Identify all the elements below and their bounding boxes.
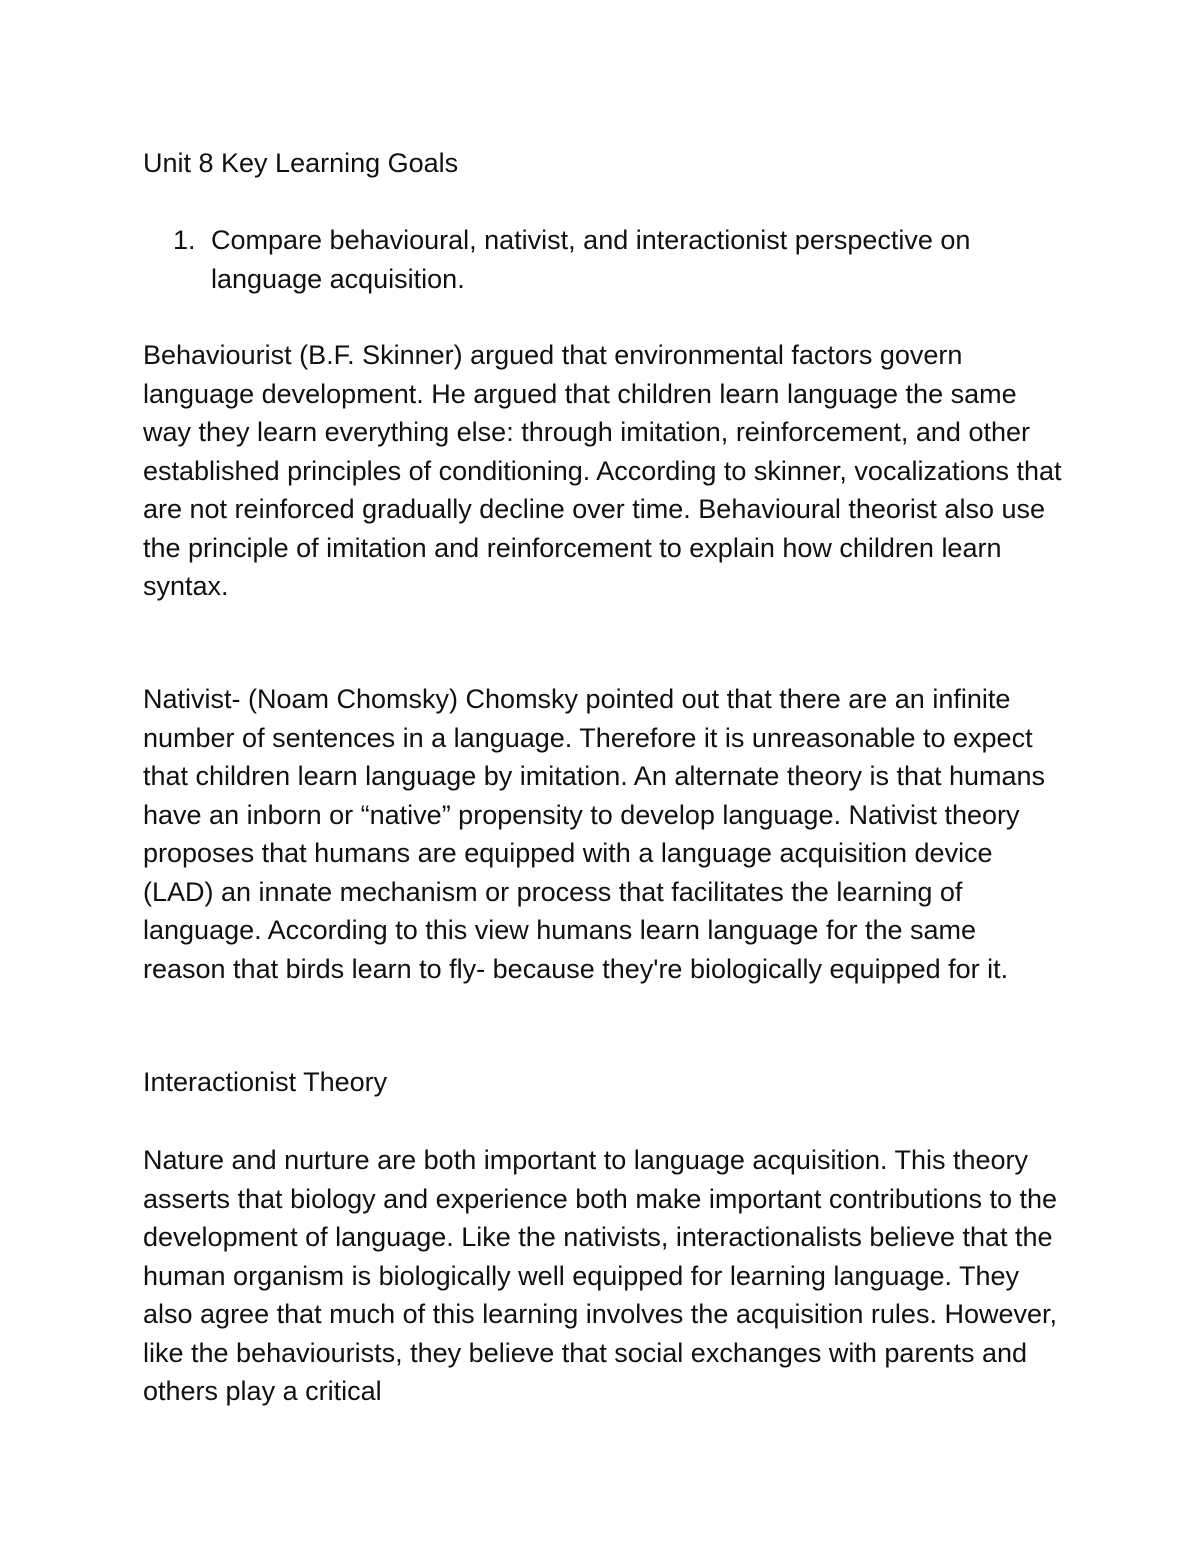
interactionist-heading: Interactionist Theory bbox=[143, 1067, 388, 1097]
learning-goal-number: 1. bbox=[173, 225, 196, 255]
learning-goal-item bbox=[143, 221, 1063, 298]
learning-goals-list bbox=[143, 221, 1063, 298]
behaviourist-paragraph: Behaviourist (B.F. Skinner) argued that environmental factors govern language development. He argued that children learn language the same way they learn everything else: through imitation, reinforcement, and other established principles of conditioning. According to skinner, vocalizations that are not reinforced gradually decline over time. Behavioural theorist also use the principle of imitation and reinforcement to explain how children learn syntax. bbox=[143, 340, 1062, 601]
nativist-paragraph: Nativist- (Noam Chomsky) Chomsky pointed out that there are an infinite number of sentences in a language. Therefore it is unreasonable to expect that children learn language by imitation. An alternate theory is that humans have an inborn or “native” propensity to develop language. Nativist theory proposes that humans are equipped with a language acquisition device (LAD) an innate mechanism or process that facilitates the learning of language. According to this view humans learn language for the same reason that birds learn to fly- because they're biologically equipped for it. bbox=[143, 684, 1046, 984]
interactionist-paragraph: Nature and nurture are both important to language acquisition. This theory asserts that biology and experience both make important contributions to the development of language. Like the nativists, interactionalists believe that the human organism is biologically well equipped for learning language. They also agree that much of this learning involves the acquisition rules. However, like the behaviourists, they believe that social exchanges with parents and others play a critical bbox=[143, 1145, 1058, 1406]
learning-goal-text: Compare behavioural, nativist, and interactionist perspective on language acquisition. bbox=[211, 225, 971, 294]
document-title: Unit 8 Key Learning Goals bbox=[143, 148, 459, 178]
